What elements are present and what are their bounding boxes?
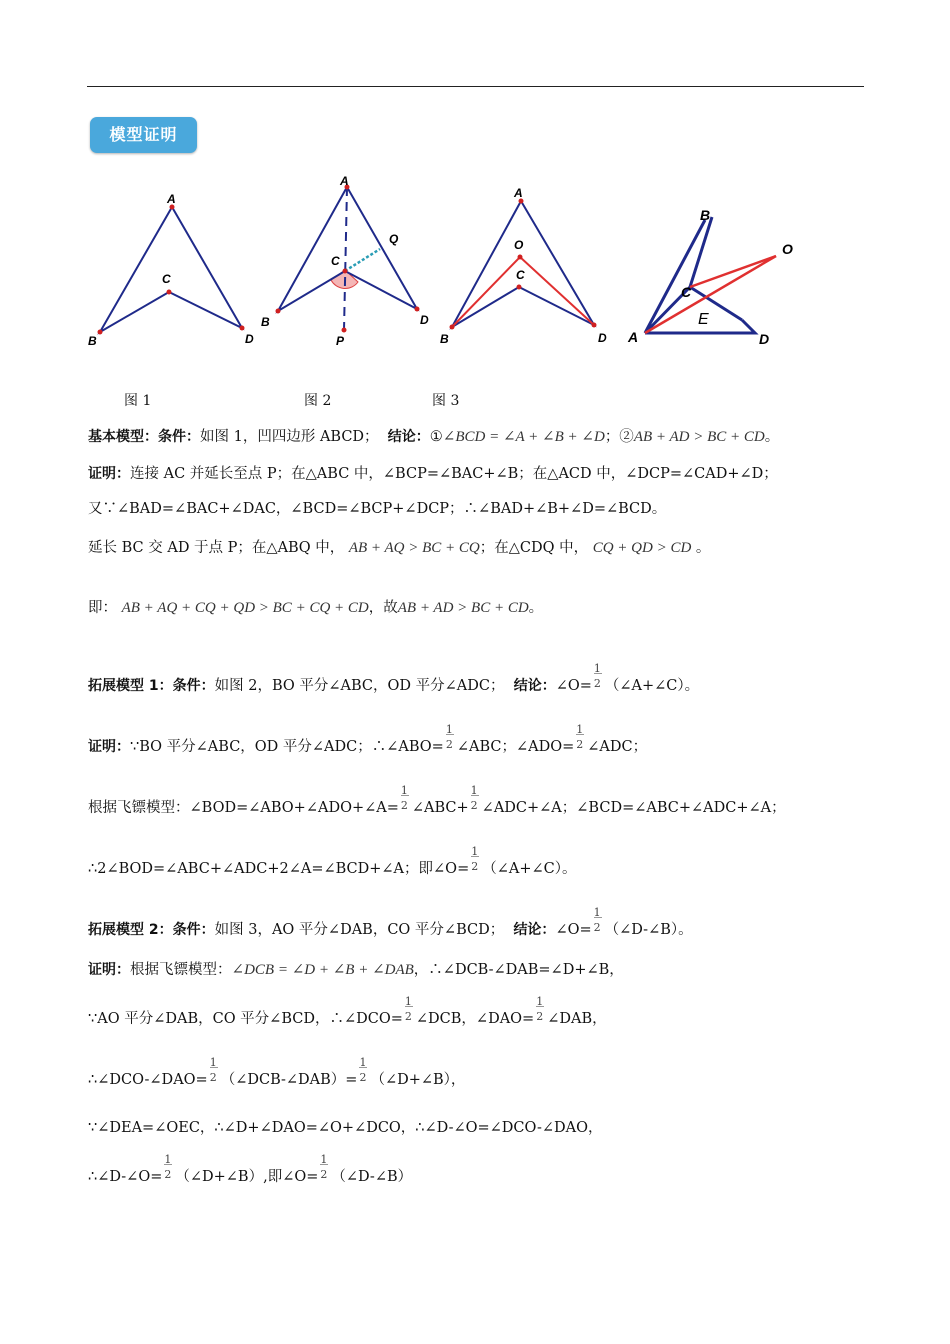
fraction: $\frac{1}{2}$ <box>164 1153 172 1181</box>
caption-fig3: 图 3 <box>432 393 460 409</box>
point-label: C <box>681 284 692 300</box>
point-label: D <box>245 332 254 346</box>
ext2-line-3: ∵AO 平分∠DAB，CO 平分∠BCD，∴∠DCO= $\frac{1}{2}$ ∠DCB，∠DAO= $\frac{1}{2}$ ∠DAB， <box>88 995 607 1027</box>
point-label: D <box>759 331 770 347</box>
point-label: A <box>340 174 349 188</box>
header-rule <box>87 86 864 87</box>
point-label: A <box>167 192 176 206</box>
point-label: B <box>261 315 270 329</box>
point-label: B <box>88 334 97 348</box>
ext2-line-6: ∴∠D-∠O= $\frac{1}{2}$ （∠D+∠B）,即∠O= $\frac{1}{2}$ （∠D-∠B） <box>88 1153 413 1185</box>
point-label: O <box>782 241 793 257</box>
fraction: $\frac{1}{2}$ <box>471 845 479 873</box>
basic-line-1: 基本模型：条件：如图 1，凹四边形 ABCD； 结论：①∠BCD = ∠A + ∠B + ∠D；②AB + AD > BC + CD。 <box>88 429 780 445</box>
figure-4 <box>627 207 793 347</box>
point-label: A <box>628 329 639 345</box>
point-label: D <box>420 313 429 327</box>
caption-fig1: 图 1 <box>124 393 152 409</box>
figure-3 <box>440 186 607 346</box>
basic-line-2: 证明：连接 AC 并延长至点 P；在△ABC 中，∠BCP=∠BAC+∠B；在△ACD 中，∠DCP=∠CAD+∠D； <box>88 466 778 482</box>
point-label: B <box>700 207 711 223</box>
caption-fig2: 图 2 <box>304 393 332 409</box>
ext1-line-4: ∴2∠BOD=∠ABC+∠ADC+2∠A=∠BCD+∠A；即∠O= $\frac{1}{2}$ （∠A+∠C）。 <box>88 845 577 877</box>
figures-row <box>0 165 950 365</box>
fraction: $\frac{1}{2}$ <box>536 995 544 1023</box>
fraction: $\frac{1}{2}$ <box>359 1056 367 1084</box>
point-label: O <box>514 238 524 252</box>
fraction: $\frac{1}{2}$ <box>593 662 601 690</box>
fraction: $\frac{1}{2}$ <box>593 906 601 934</box>
basic-line-4: 延长 BC 交 AD 于点 P；在△ABQ 中， AB + AQ > BC + CQ；在△CDQ 中， CQ + QD > CD 。 <box>88 540 711 556</box>
fraction: $\frac{1}{2}$ <box>404 995 412 1023</box>
figure-1 <box>88 192 254 348</box>
ext2-line-1: 拓展模型 2：条件：如图 3，AO 平分∠DAB，CO 平分∠BCD； 结论：∠O= $\frac{1}{2}$ （∠D-∠B）。 <box>88 906 693 938</box>
ext1-line-2: 证明：∵BO 平分∠ABC，OD 平分∠ADC；∴∠ABO= $\frac{1}{2}$ ∠ABC；∠ADO= $\frac{1}{2}$ ∠ADC； <box>88 723 648 755</box>
point-label: C <box>516 268 525 282</box>
ext2-line-2: 证明：根据飞镖模型：∠DCB = ∠D + ∠B + ∠DAB，∴∠DCB-∠DAB=∠D+∠B， <box>88 962 624 978</box>
ext2-line-5: ∵∠DEA=∠OEC，∴∠D+∠DAO=∠O+∠DCO，∴∠D-∠O=∠DCO-∠DAO， <box>88 1120 603 1136</box>
ext1-line-3: 根据飞镖模型：∠BOD=∠ABO+∠ADO+∠A= $\frac{1}{2}$ ∠ABC+ $\frac{1}{2}$ ∠ADC+∠A；∠BCD=∠ABC+∠ADC+∠A； <box>88 784 786 816</box>
basic-line-5: 即： AB + AQ + CQ + QD > BC + CQ + CD，故AB + AD > BC + CD。 <box>88 600 544 616</box>
point-label: Q <box>389 232 399 246</box>
point-label: E <box>698 311 709 328</box>
ext1-line-1: 拓展模型 1：条件：如图 2，BO 平分∠ABC，OD 平分∠ADC； 结论：∠O= $\frac{1}{2}$ （∠A+∠C）。 <box>88 662 700 694</box>
point-label: P <box>336 334 345 348</box>
fraction: $\frac{1}{2}$ <box>576 723 584 751</box>
fraction: $\frac{1}{2}$ <box>320 1153 328 1181</box>
point-label: D <box>598 331 607 345</box>
basic-line-3: 又∵∠BAD=∠BAC+∠DAC，∠BCD=∠BCP+∠DCP；∴∠BAD+∠B+∠D=∠BCD。 <box>88 501 667 517</box>
fraction: $\frac{1}{2}$ <box>209 1056 217 1084</box>
point-label: A <box>514 186 523 200</box>
section-badge: 模型证明 <box>90 117 197 153</box>
point-label: C <box>162 272 171 286</box>
figure-2 <box>261 174 429 348</box>
ext2-line-4: ∴∠DCO-∠DAO= $\frac{1}{2}$ （∠DCB-∠DAB）= $\frac{1}{2}$ （∠D+∠B）， <box>88 1056 466 1088</box>
fraction: $\frac{1}{2}$ <box>470 784 478 812</box>
fraction: $\frac{1}{2}$ <box>400 784 408 812</box>
point-label: B <box>440 332 449 346</box>
point-label: C <box>331 254 340 268</box>
fraction: $\frac{1}{2}$ <box>445 723 453 751</box>
